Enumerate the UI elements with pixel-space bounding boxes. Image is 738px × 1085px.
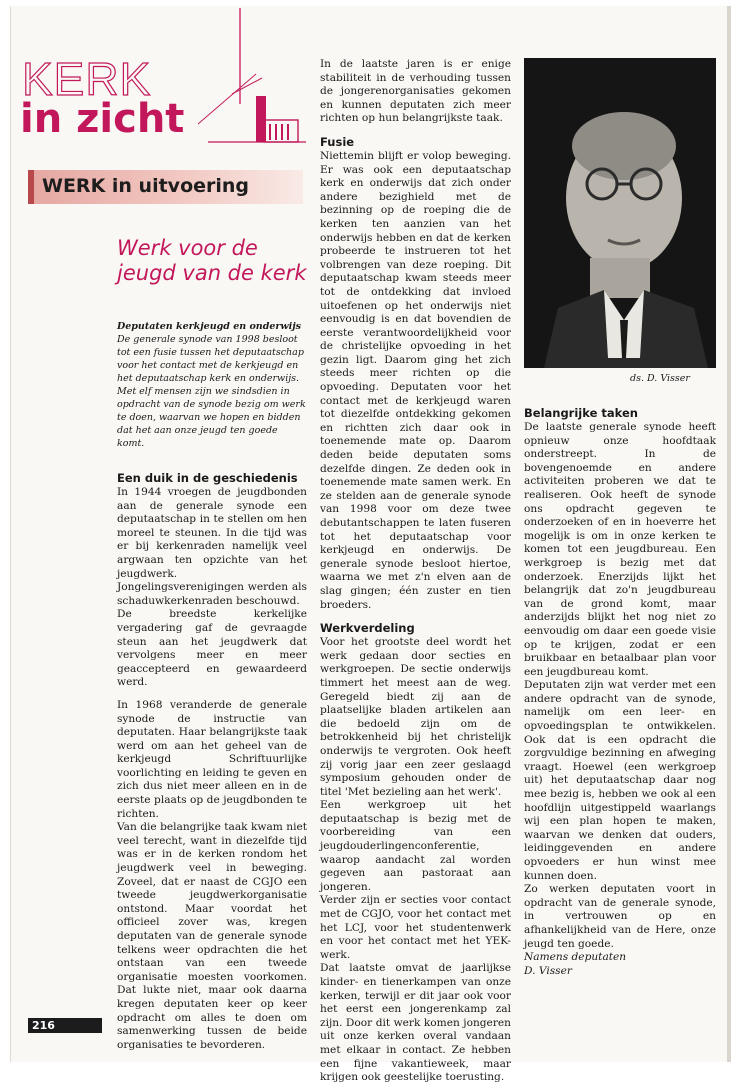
section-banner <box>28 170 303 204</box>
column-1 <box>117 462 307 1052</box>
heading-geschiedenis: Een duik in de geschiedenis <box>117 471 298 485</box>
column-2 <box>320 58 511 1085</box>
paragraph: Van die belangrijke taak kwam niet veel terecht, want in diezelfde tijd was er in de kerken rondom het jeugdwerk veel in beweging. Zoveel, dat er naast de CGJO een tweede jeugdwerkorganisatie ontstond. Maar voordat het officieel zover was, kregen deputaten van de generale synode telkens weer opdrachten die het ontstaan van een tweede organisatie moesten voorkomen. Dat lukte niet, maar ook daarna kregen deputaten keer op keer opdracht om alles te doen om samenwerking tussen de beide organisaties te bevorderen. <box>117 821 307 1051</box>
section-banner-label: WERK in uitvoering <box>42 175 250 197</box>
in-zicht-logo-text: in zicht <box>20 96 185 142</box>
paragraph: Verder zijn er secties voor contact met de CGJO, voor het contact met het LCJ, voor het studentenwerk en voor het contact met het YEK-werk. <box>320 894 511 961</box>
paragraph: Niettemin blijft er volop beweging. Er was ook een deputaatschap kerk en onderwijs dat zich onder andere bezighield met de bezinning op de roeping die de kerken ten aanzien van het onderwijs hebben en dat de kerken probeerde te instrueren tot het volbrengen van deze roeping. Dit deputaatschap kwam steeds meer tot de ontdekking dat invloed uitoefenen op het onderwijs niet eenvoudig is en dat bovendien de eerste verantwoordelijkheid voor de christelijke opvoeding in het gezin ligt. Daarom ging het zich steeds meer richten op die opvoeding. Deputaten voor het contact met de kerkjeugd waren tot diezelfde ontdekking gekomen en richtten zich daar ook in toenemende mate op. Daarom deden beide deputaten soms dezelfde dingen. Ze deden ook in toenemende mate samen werk. En ze stelden aan de generale synode van 1998 voor om deze twee debutantschappen te laten fuseren tot het deputaatschap voor kerkjeugd en onderwijs. De generale synode besloot hiertoe, waarna we met z'n elven aan de slag gingen; één zuster en tien broeders. <box>320 149 511 611</box>
author-photo <box>524 58 716 368</box>
heading-werkverdeling: Werkverdeling <box>320 621 415 636</box>
signature-line-2: D. Visser <box>524 964 572 977</box>
intro-text: De generale synode van 1998 besloot tot een fusie tussen het deputaatschap voor het contact met de kerkjeugd en het deputaatschap kerk en onderwijs. Met elf mensen zijn we sindsdien in opdracht van de synode bezig om werk te doen, waarvan we hopen en bidden dat het aan onze jeugd ten goede komt. <box>117 334 306 449</box>
heading-fusie: Fusie <box>320 134 355 149</box>
paragraph: Deputaten zijn wat verder met een andere opdracht van de synode, namelijk om een leer- en opvoedingsplan te ontwikkelen. Ook dat is een opdracht die zorgvuldige bezinning en afweging vraagt. Hoewel (een werkgroep uit) het deputaatschap daar nog mee bezig is, hebben we ook al een hoofdlijn uitgestippeld waarlangs wij een plan hopen te maken, waarvan we denken dat ouders, leidinggevenden en andere opvoeders er hun winst mee kunnen doen. <box>524 679 716 882</box>
column-3 <box>524 406 716 978</box>
paragraph: Zo werken deputaten voort in opdracht van de generale synode, in vertrouwen op en afhankelijkheid van de Here, onze jeugd ten goede. <box>524 883 716 950</box>
paragraph: De breedste kerkelijke vergadering gaf de gevraagde steun aan het jeugdwerk dat vervolgens meer en meer geaccepteerd en gewaardeerd werd. <box>117 608 307 689</box>
paragraph: De laatste generale synode heeft opnieuw onze hoofdtaak onderstreept. In de bovengenoemde en andere activiteiten proberen we dat te realiseren. Ook heeft de synode ons opdracht gegeven te onderzoeken of en in hoeverre het mogelijk is om in onze kerken te komen tot een jeugdbureau. Een werkgroep is bezig met dat onderzoek. Enerzijds lijkt het belangrijk dat zo'n jeugdbureau van de grond komt, maar anderzijds blijkt het nog niet zo eenvoudig om daar een goede visie op te krijgen, zodat er een bruikbaar en betaalbaar plan voor een jeugdbureau komt. <box>524 421 716 678</box>
paragraph: Voor het grootste deel wordt het werk gedaan door secties en werkgroepen. De sectie onderwijs timmert het meest aan de weg. Geregeld biedt zij aan de plaatselijke bladen artikelen aan die bedoeld zijn om de betrokkenheid bij het christelijk onderwijs te vergroten. Ook heeft zij vorig jaar een zeer geslaagd symposium gehouden onder de titel 'Met bezieling aan het werk'. <box>320 636 511 798</box>
kerk-logo-text: KERK <box>22 53 152 105</box>
intro-heading: Deputaten kerkjeugd en onderwijs <box>117 321 301 332</box>
paragraph: In de laatste jaren is er enige stabiliteit in de verhouding tussen de jongerenorganisaties gekomen en kunnen deputaten zich meer richten op hun belangrijkste taak. <box>320 58 511 125</box>
paragraph: In 1944 vroegen de jeugdbonden aan de generale synode een deputaatschap in te stellen om hen moreel te steunen. In die tijd was er bij kerkenraden namelijk veel argwaan ten opzichte van het jeugdwerk. Jongelingsverenigingen werden als schaduwkerkenraden beschouwd. <box>117 486 307 607</box>
heading-belangrijke-taken: Belangrijke taken <box>524 406 638 420</box>
paragraph: Een werkgroep uit het deputaatschap is bezig met de voorbereiding van een jeugdouderlingenconferentie, waarop aandacht zal worden gegeven aan pastoraat aan jongeren. <box>320 799 511 893</box>
article-intro <box>117 320 307 450</box>
paragraph: In 1968 veranderde de generale synode de instructie van deputaten. Haar belangrijkste taak werd om aan het geheel van de kerkjeugd Schriftuurlijke voorlichting en leiding te geven en zich dus niet meer alleen en in de eerste plaats op de jeugdbonden te richten. <box>117 698 307 820</box>
church-illustration <box>198 8 308 148</box>
article-title: Werk voor de jeugd van de kerk <box>117 236 307 285</box>
paragraph: Dat laatste omvat de jaarlijkse kinder- en tienerkampen van onze kerken, terwijl er dit jaar ook voor het eerst een jongerenkamp zal zijn. Door dit werk komen jongeren uit onze kerken overal vandaan met elkaar in contact. Ze hebben een fijne vakantieweek, maar krijgen ook geestelijke toerusting. <box>320 962 511 1084</box>
photo-credit: ds. D. Visser <box>630 373 690 384</box>
page-number-bar <box>28 1018 102 1033</box>
signature-line-1: Namens deputaten <box>524 951 627 964</box>
portrait-image <box>524 58 716 368</box>
page-number: 216 <box>32 1019 55 1032</box>
